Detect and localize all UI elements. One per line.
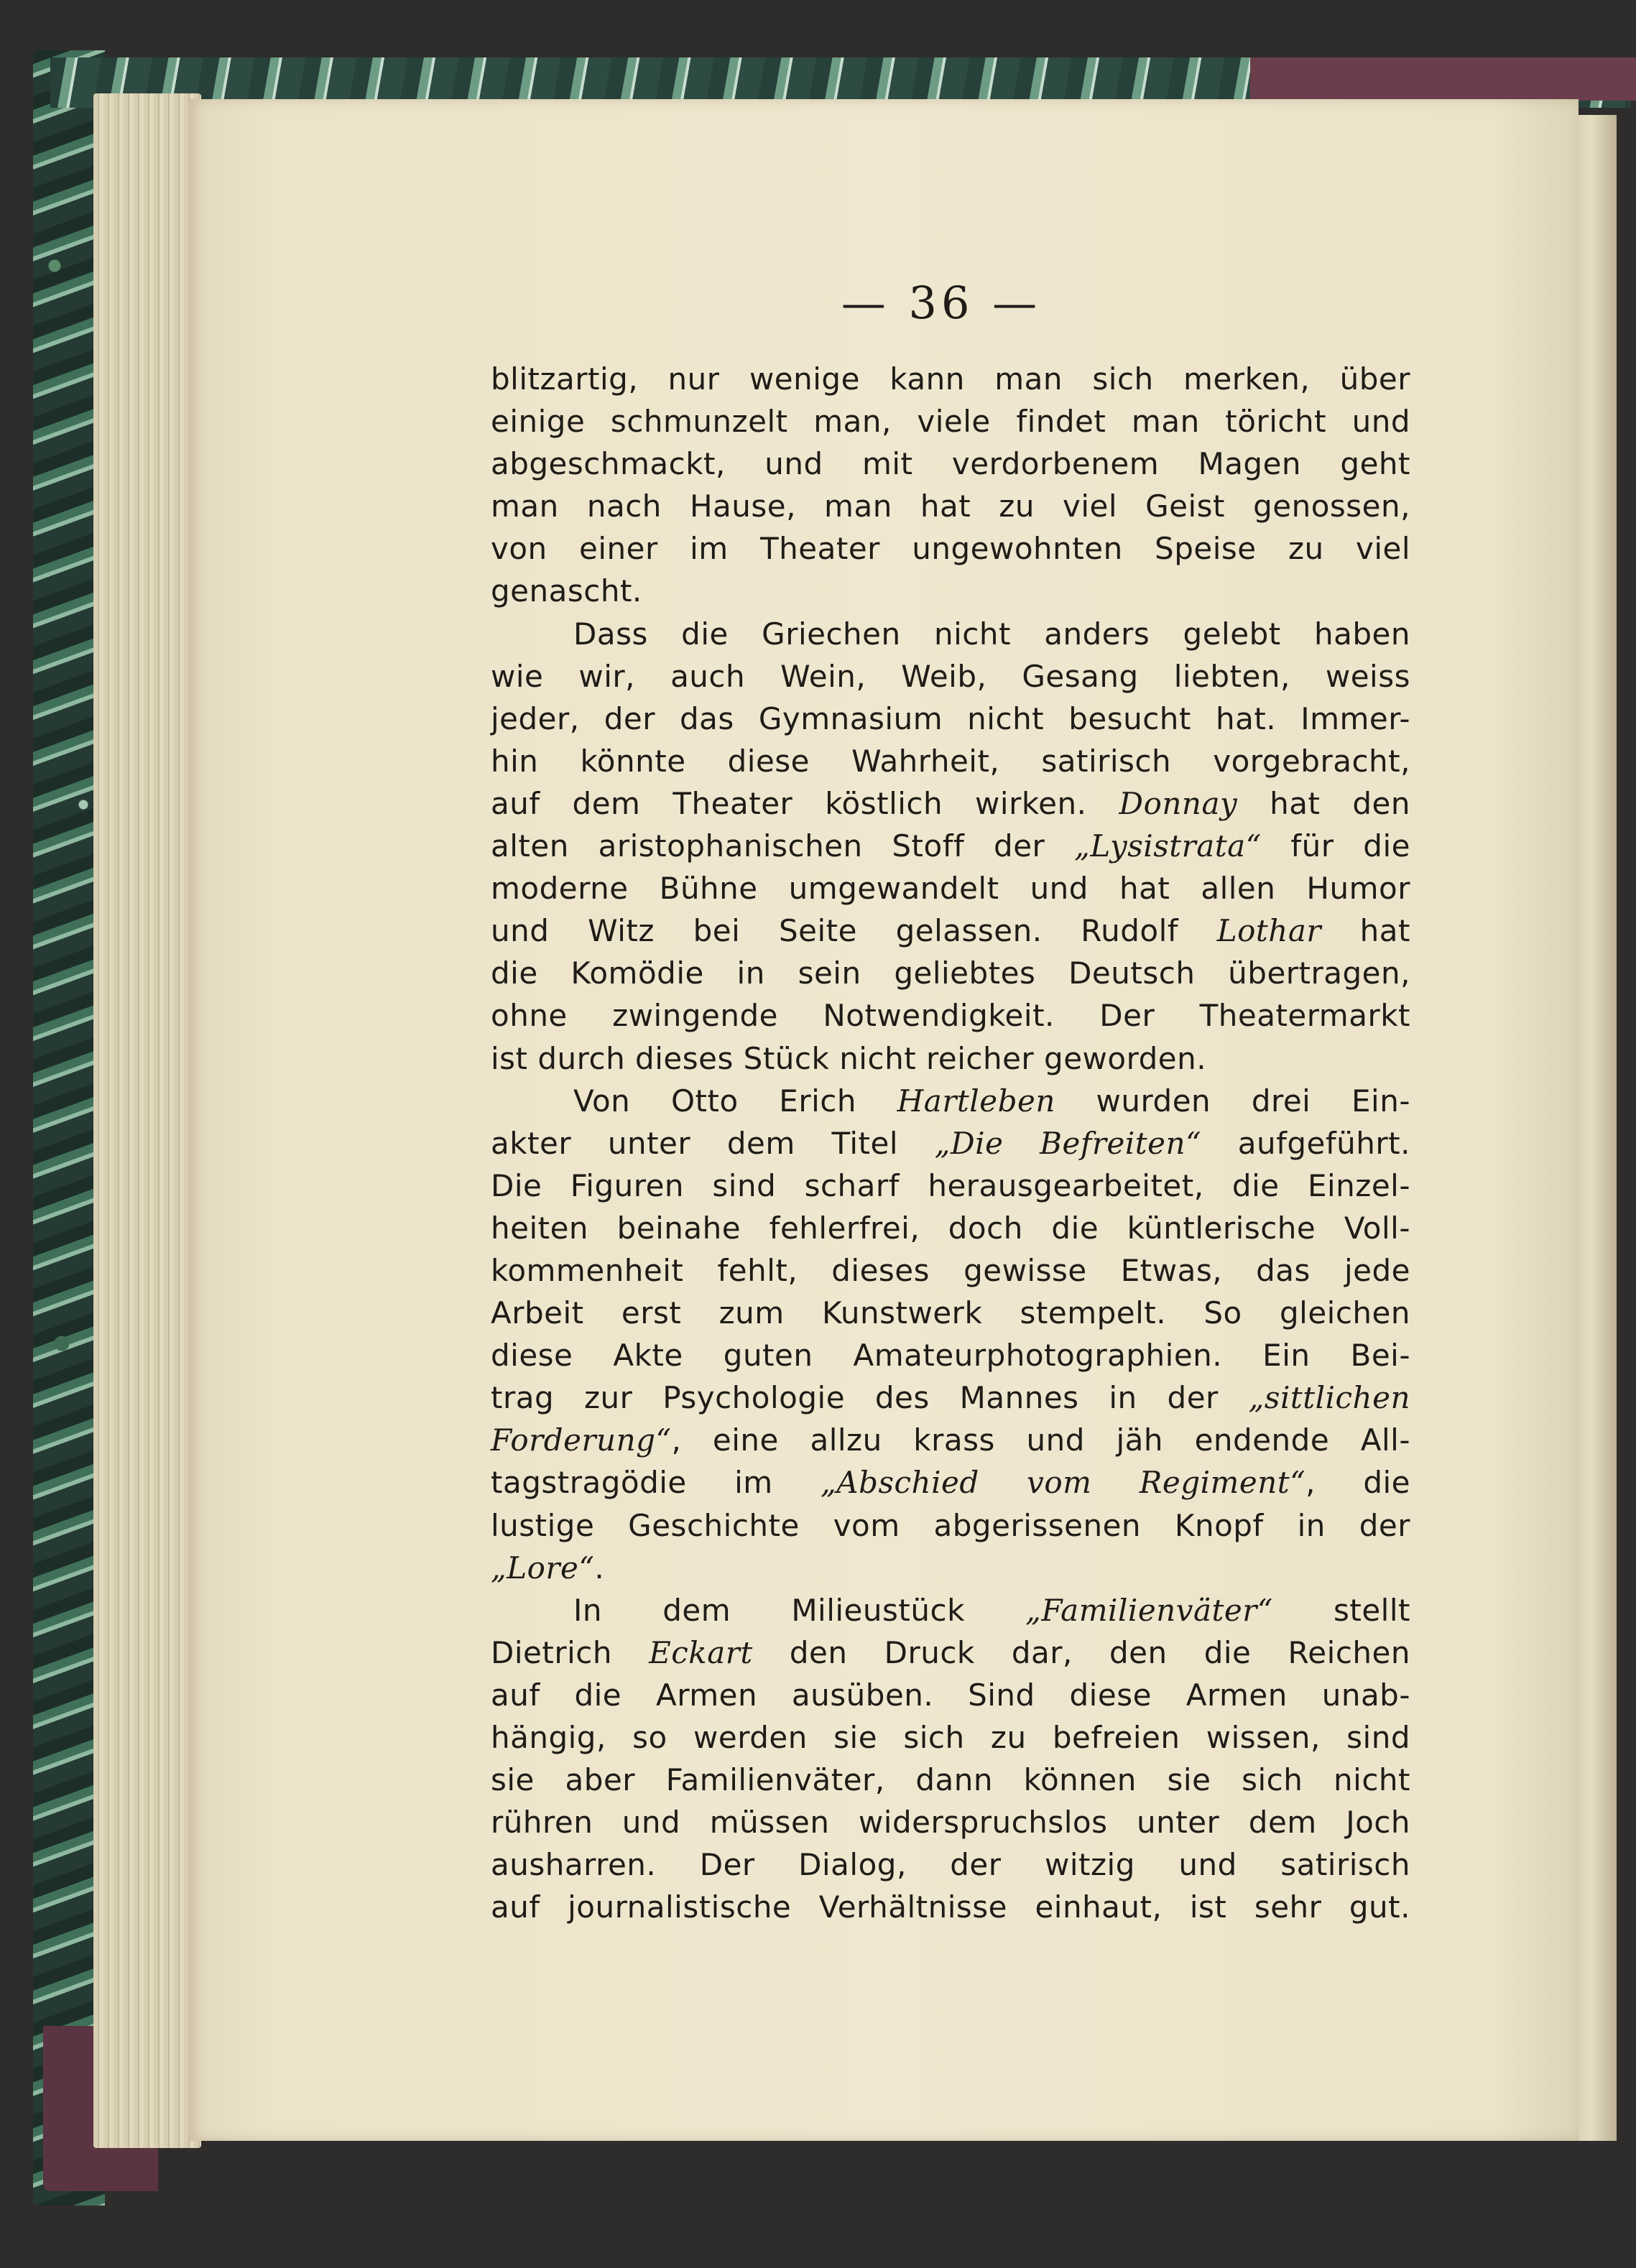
leather-corner-top [1250, 57, 1636, 101]
text-line: Dass die Griechen nicht anders gelebt haben [573, 616, 1410, 652]
title-italic: „Lysistrata“ [1074, 828, 1262, 864]
text-line: hin könnte diese Wahrheit, satirisch vorgebracht, [491, 743, 1410, 779]
text-line: die Komödie in sein geliebtes Deutsch übertragen, [491, 955, 1410, 991]
text-line: lustige Geschichte vom abgerissenen Knopf in der [491, 1507, 1410, 1543]
text-line: auf journalistische Verhältnisse einhaut, ist sehr gut. [491, 1889, 1410, 1925]
text-line: „Lore“. [491, 1550, 605, 1586]
text-line: Arbeit erst zum Kunstwerk stempelt. So gleichen [491, 1295, 1410, 1331]
text-line: In dem Milieustück „Familienväter“ stellt [573, 1592, 1410, 1628]
text-line: abgeschmackt, und mit verdorbenem Magen geht [491, 446, 1410, 482]
text-line: alten aristophanischen Stoff der „Lysistrata“ für die [491, 828, 1410, 864]
text-line: moderne Bühne umgewandelt und hat allen Humor [491, 871, 1410, 907]
text-line: auf dem Theater köstlich wirken. Donnay hat den [491, 785, 1410, 821]
title-italic: „Familienväter“ [1025, 1592, 1273, 1628]
text-line: ohne zwingende Notwendigkeit. Der Theatermarkt [491, 998, 1410, 1034]
text-line: jeder, der das Gymnasium nicht besucht hat. Immer- [491, 700, 1410, 736]
text-line: auf die Armen ausüben. Sind diese Armen unab- [491, 1677, 1410, 1713]
page-edges [93, 93, 201, 2148]
author-name-italic: Eckart [649, 1634, 753, 1670]
title-italic: „sittlichen [1248, 1380, 1410, 1416]
text-line: tagstragödie im „Abschied vom Regiment“, die [491, 1465, 1410, 1501]
text-line: Von Otto Erich Hartleben wurden drei Ein- [573, 1083, 1410, 1119]
text-line: sie aber Familienväter, dann können sie sich nicht [491, 1762, 1410, 1798]
text-line: blitzartig, nur wenige kann man sich merken, über [491, 361, 1410, 397]
text-line: ausharren. Der Dialog, der witzig und satirisch [491, 1847, 1410, 1883]
text-line: trag zur Psychologie des Mannes in der „sittlichen [491, 1380, 1410, 1416]
title-italic: „Abschied vom Regiment“ [820, 1465, 1306, 1501]
text-line: wie wir, auch Wein, Weib, Gesang liebten, weiss [491, 658, 1410, 694]
text-line: und Witz bei Seite gelassen. Rudolf Lothar hat [491, 913, 1410, 949]
text-line: Forderung“, eine allzu krass und jäh endende All- [491, 1422, 1410, 1458]
page-edge-right [1573, 115, 1617, 2141]
page-number: — 36 — [841, 277, 1042, 329]
author-name-italic: Donnay [1119, 785, 1238, 821]
text-line: rühren und müssen widerspruchslos unter dem Joch [491, 1805, 1410, 1841]
text-line: hängig, so werden sie sich zu befreien wissen, sind [491, 1720, 1410, 1755]
text-line: kommenheit fehlt, dieses gewisse Etwas, das jede [491, 1252, 1410, 1288]
title-italic: „Lore“ [491, 1550, 595, 1586]
body-text [491, 358, 1410, 1928]
text-line: Die Figuren sind scharf herausgearbeitet, die Einzel- [491, 1167, 1410, 1203]
text-line: genascht. [491, 573, 642, 609]
text-line: man nach Hause, man hat zu viel Geist genossen, [491, 489, 1410, 524]
author-name-italic: Hartleben [897, 1083, 1055, 1119]
text-line: von einer im Theater ungewohnten Speise zu viel [491, 531, 1410, 567]
text-line: Dietrich Eckart den Druck dar, den die Reichen [491, 1634, 1410, 1670]
text-line: akter unter dem Titel „Die Befreiten“ aufgeführt. [491, 1125, 1410, 1161]
text-line: einige schmunzelt man, viele findet man töricht und [491, 404, 1410, 440]
title-italic: Forderung“ [491, 1422, 672, 1458]
text-line: heiten beinahe fehlerfrei, doch die küntlerische Voll- [491, 1210, 1410, 1246]
title-italic: „Die Befreiten“ [934, 1125, 1202, 1161]
text-line: diese Akte guten Amateurphotographien. Ein Bei- [491, 1338, 1410, 1374]
text-line: ist durch dieses Stück nicht reicher geworden. [491, 1040, 1207, 1076]
author-name-italic: Lothar [1216, 913, 1321, 949]
